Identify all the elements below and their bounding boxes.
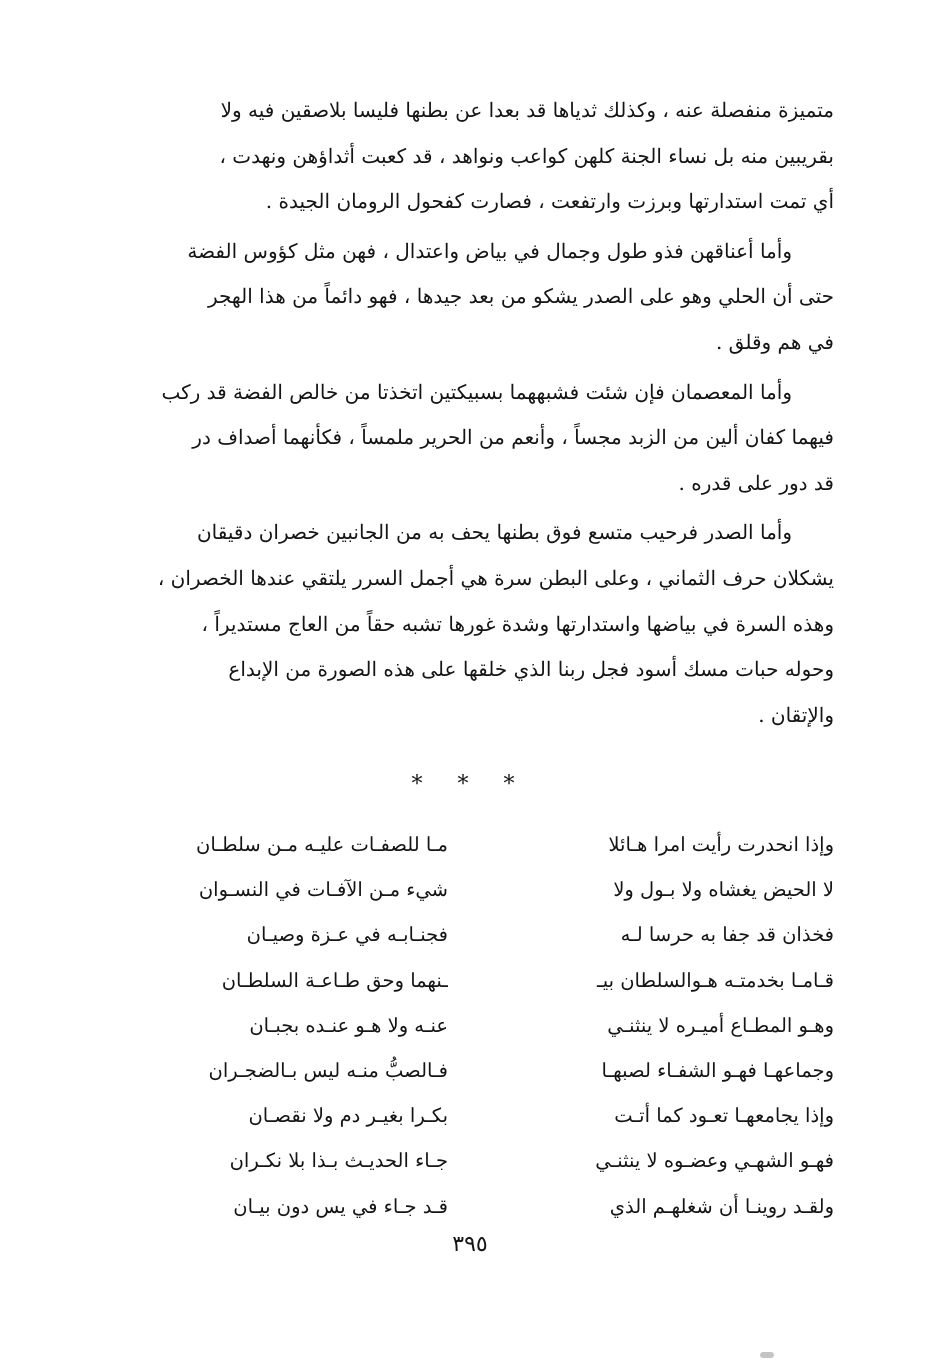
hemistich: مـا للصفـات عليـه مـن سلطـان [196, 833, 448, 856]
hemistich: عنـه ولا هـو عنـده بجبـان [249, 1013, 448, 1037]
paragraph [128, 510, 834, 738]
text-line: وأما المعصمان فإن شئت فشبههما بسبيكتين اتخذتا من خالص الفضة قد ركب [161, 379, 792, 404]
hemistich: شيء مـن الآفـات في النسـوان [198, 878, 448, 902]
text-line: وأما أعناقهن فذو طول وجمال في بياض واعتدال ، فهن مثل كؤوس الفضة [187, 238, 792, 263]
hemistich: قـد جـاء في يس دون بيـان [233, 1194, 448, 1218]
text-line: بقريبين منه بل نساء الجنة كلهن كواعب ونواهد ، قد كعبت أثداؤهن ونهدت ، [219, 143, 834, 168]
hemistich: لا الحيض يغشاه ولا بـول ولا [613, 878, 834, 902]
hemistich: فجنـابـه في عـزة وصيـان [246, 923, 448, 947]
paragraph [128, 88, 834, 225]
text-line: يشكلان حرف الثماني ، وعلى البطن سرة هي أجمل السرر يلتقي عندها الخصران ، [157, 565, 834, 590]
hemistich: فـالصبُّ منـه ليس بـالضجـران [208, 1058, 448, 1082]
poem [118, 822, 834, 1222]
text-line: حتى أن الحلي وهو على الصدر يشكو من بعد جيدها ، فهو دائماً من هذا الهجر [207, 284, 834, 309]
hemistich: وإذا يجامعهـا تعـود كما أتـت [614, 1104, 834, 1128]
poem-first-hemistichs [504, 822, 834, 1229]
text-line: وأما الصدر فرحيب متسع فوق بطنها يحف به من الجانبين خصران دقيقان [196, 520, 792, 545]
paragraph [128, 370, 834, 507]
text-line: والإتقان . [758, 702, 834, 727]
poem-second-hemistichs [118, 822, 448, 1229]
page-number: ٣٩٥ [452, 1232, 488, 1257]
text-line: في هم وقلق . [715, 329, 834, 354]
hemistich: فخذان قد جفا به حرسا لـه [620, 923, 834, 947]
paragraph [128, 229, 834, 366]
section-separator: * * * [411, 772, 529, 797]
text-line: متميزة منفصلة عنه ، وكذلك ثدياها قد بعدا عن بطنها فليسا بلاصقين فيه ولا [220, 98, 834, 122]
hemistich: وإذا انحدرت رأيت امرا هـائلا [608, 833, 834, 856]
scan-speck [760, 1352, 774, 1358]
hemistich: فهـو الشهـي وعضـوه لا ينثنـي [595, 1149, 834, 1173]
text-line: وهذه السرة في بياضها واستدارتها وشدة غورها تشبه حقاً من العاج مستديراً ، [201, 611, 834, 636]
text-line: قد دور على قدره . [678, 470, 834, 495]
prose-body [128, 88, 834, 738]
hemistich: ولقـد روينـا أن شغلهـم الذي [609, 1194, 834, 1218]
text-line: أي تمت استدارتها وبرزت وارتفعت ، فصارت كفحول الرومان الجيدة . [265, 189, 834, 214]
text-line: فيهما كفان ألين من الزبد مجساً ، وأنعم من الحرير ملمساً ، فكأنهما أصداف در [192, 425, 834, 450]
hemistich: وجماعهـا فهـو الشفـاء لصبهـا [601, 1058, 834, 1082]
hemistich: ـنهما وحق طـاعـة السلطـان [221, 968, 448, 992]
hemistich: قـامـا بخدمتـه هـوالسلطان بيـ [597, 968, 834, 992]
hemistich: بكـرا بغيـر دم ولا نقصـان [248, 1104, 448, 1128]
hemistich: وهـو المطـاع أميـره لا ينثنـي [607, 1013, 834, 1037]
text-line: وحوله حبات مسك أسود فجل ربنا الذي خلقها على هذه الصورة من الإبداع [228, 657, 834, 682]
hemistich: جـاء الحديـث بـذا بلا نكـران [229, 1149, 448, 1173]
